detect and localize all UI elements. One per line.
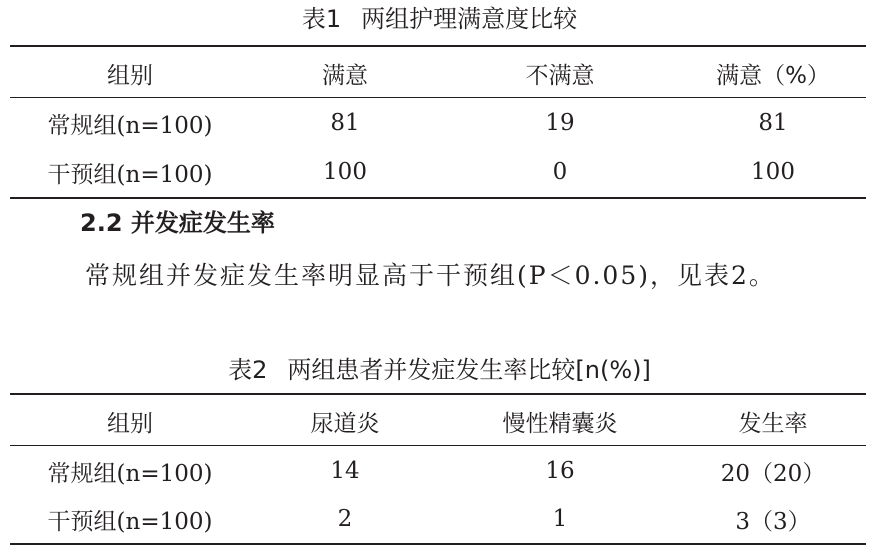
- table2-label: 表2: [228, 356, 268, 384]
- table-cell: 3（3）: [735, 508, 811, 535]
- table2-title: 两组患者并发症发生率比较[n(%)]: [287, 356, 651, 384]
- table-cell: 100: [323, 159, 367, 185]
- table-row: [10, 148, 866, 196]
- section-paragraph: 常规组并发症发生率明显高于干预组(P＜0.05)，见表2。: [85, 261, 776, 290]
- table1-header-rule: [10, 97, 866, 98]
- table-cell: 100: [751, 159, 795, 185]
- table1-header-cell: 组别: [107, 62, 153, 89]
- table-cell: 20（20）: [720, 460, 826, 487]
- table1-caption: [0, 4, 879, 34]
- table-cell: 81: [758, 110, 788, 136]
- table-cell: 干预组(n=100): [47, 161, 213, 188]
- table-cell: 0: [552, 159, 568, 185]
- table-cell: 19: [545, 110, 575, 136]
- table-cell: 81: [330, 110, 360, 136]
- table1-header-cell: 不满意: [525, 62, 595, 89]
- table2-bottom-rule: [10, 543, 866, 545]
- table2-header-cell: 组别: [107, 410, 153, 437]
- table2-header-cell: 慢性精囊炎: [502, 410, 618, 437]
- table1-label: 表1: [301, 5, 342, 33]
- table1-header-row: [10, 49, 866, 97]
- table-row: [10, 447, 866, 495]
- table2-header-rule: [10, 445, 866, 446]
- table2-top-rule: [10, 393, 866, 395]
- table1-header-cell: 满意（%）: [716, 62, 830, 89]
- table-cell: 常规组(n=100): [47, 112, 213, 139]
- table-cell: 干预组(n=100): [47, 508, 213, 535]
- table-row: [10, 495, 866, 543]
- table-cell: 2: [337, 506, 353, 532]
- table2-caption: [0, 355, 879, 385]
- table2-header-cell: 发生率: [738, 410, 808, 437]
- table-cell: 常规组(n=100): [47, 460, 213, 487]
- table-cell: 16: [545, 458, 575, 484]
- table2-header-row: [10, 397, 866, 445]
- table1-top-rule: [10, 45, 866, 47]
- table1-header-cell: 满意: [322, 62, 368, 89]
- table-row: [10, 99, 866, 147]
- table1-bottom-rule: [10, 197, 866, 199]
- table-cell: 14: [330, 458, 360, 484]
- table-cell: 1: [552, 506, 568, 532]
- section-heading: 2.2 并发症发生率: [80, 209, 275, 237]
- table2-header-cell: 尿道炎: [310, 410, 380, 437]
- table1-title: 两组护理满意度比较: [361, 5, 578, 33]
